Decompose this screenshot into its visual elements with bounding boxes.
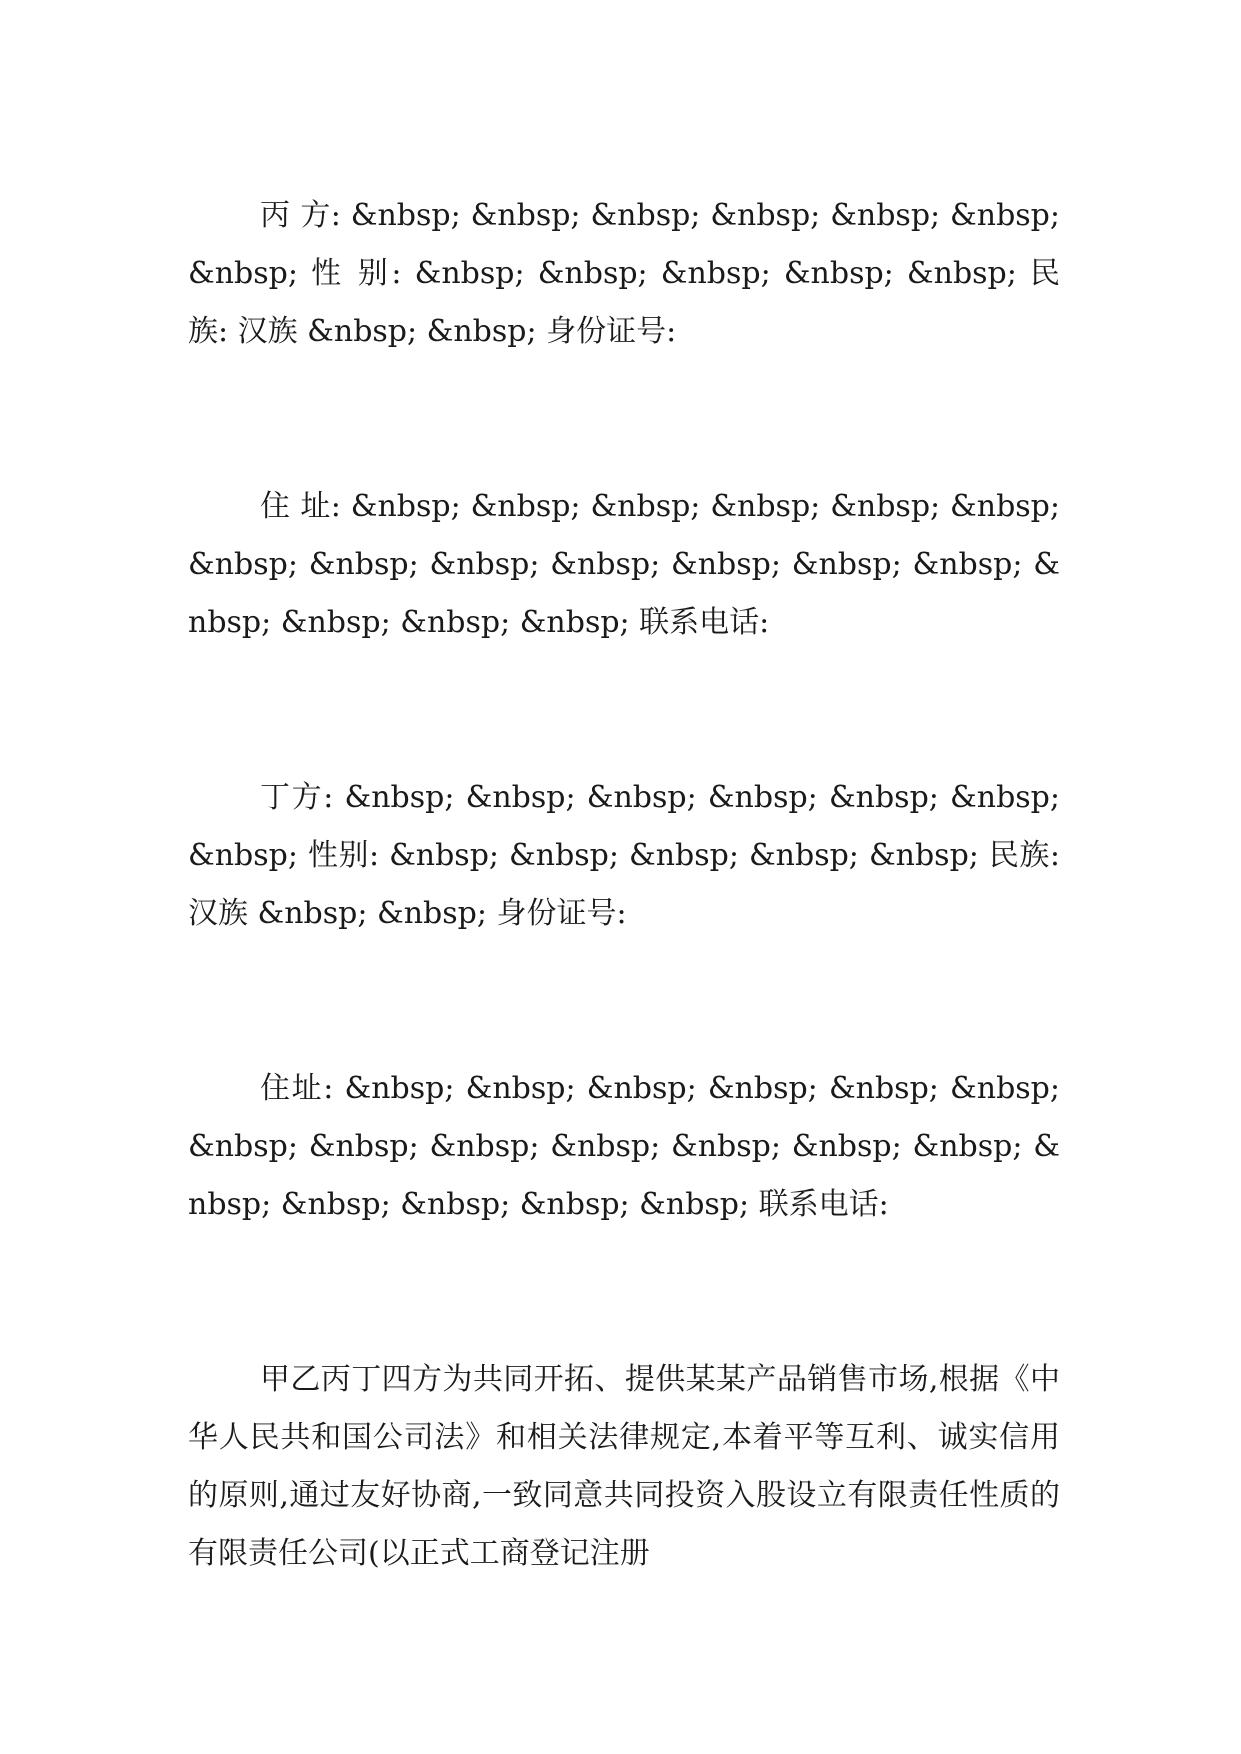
party-c-address-paragraph: 住 址: &nbsp; &nbsp; &nbsp; &nbsp; &nbsp; &nbsp; &nbsp; &nbsp; &nbsp; &nbsp; &nbsp; &nbsp; &nbsp; &nbsp; &nbsp; &nbsp; &nbsp; 联系电话:	[188, 489, 1060, 640]
agreement-preamble-paragraph: 甲乙丙丁四方为共同开拓、提供某某产品销售市场,根据《中华人民共和国公司法》和相关法律规定,本着平等互利、诚实信用的原则,通过友好协商,一致同意共同投资入股设立有限责任性质的 有限责任公司(以正式工商登记注册	[188, 1362, 1060, 1571]
party-d-address-paragraph: 住址: &nbsp; &nbsp; &nbsp; &nbsp; &nbsp; &nbsp; &nbsp; &nbsp; &nbsp; &nbsp; &nbsp; &nbsp; &nbsp; &nbsp; &nbsp; &nbsp; &nbsp; &nbsp; 联系电话:	[188, 1071, 1060, 1222]
party-d-info-paragraph: 丁方: &nbsp; &nbsp; &nbsp; &nbsp; &nbsp; &nbsp; &nbsp; 性别: &nbsp; &nbsp; &nbsp; &nbsp; &nbsp; 民族: 汉族 &nbsp; &nbsp; 身份证号:	[188, 780, 1060, 931]
party-c-info-paragraph: 丙 方: &nbsp; &nbsp; &nbsp; &nbsp; &nbsp; &nbsp; &nbsp; 性 别: &nbsp; &nbsp; &nbsp; &nbsp; &nbsp; 民 族: 汉族 &nbsp; &nbsp; 身份证号:	[188, 198, 1060, 349]
